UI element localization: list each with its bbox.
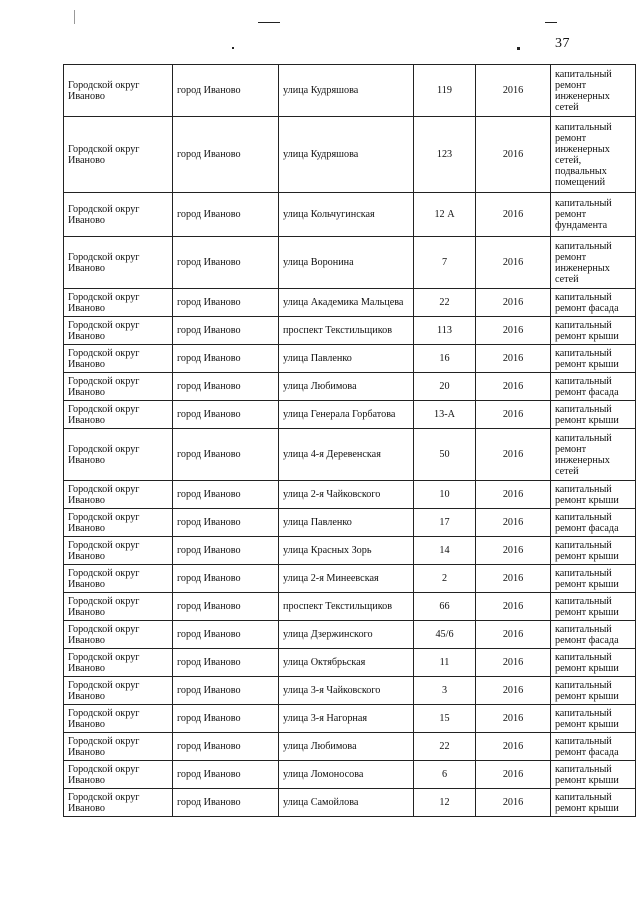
year-cell: 2016 <box>476 649 551 677</box>
scan-mark <box>74 10 75 24</box>
district-cell: Городской округ Иваново <box>64 317 173 345</box>
city-cell: город Иваново <box>173 373 279 401</box>
scan-mark <box>232 47 234 49</box>
work-type-cell: капитальный ремонт крыши <box>551 761 636 789</box>
district-cell: Городской округ Иваново <box>64 733 173 761</box>
work-type-cell: капитальный ремонт фасада <box>551 621 636 649</box>
work-type-cell: капитальный ремонт крыши <box>551 345 636 373</box>
year-cell: 2016 <box>476 733 551 761</box>
table-row <box>64 481 636 509</box>
scan-mark <box>517 47 520 50</box>
district-cell: Городской округ Иваново <box>64 373 173 401</box>
house-number-cell: 17 <box>414 509 476 537</box>
table-row <box>64 117 636 193</box>
district-cell: Городской округ Иваново <box>64 565 173 593</box>
work-type-cell: капитальный ремонт инженерных сетей, подвальных помещений <box>551 117 636 193</box>
table-row <box>64 705 636 733</box>
district-cell: Городской округ Иваново <box>64 481 173 509</box>
city-cell: город Иваново <box>173 649 279 677</box>
year-cell: 2016 <box>476 345 551 373</box>
table-row <box>64 537 636 565</box>
street-cell: улица Кудряшова <box>279 65 414 117</box>
house-number-cell: 22 <box>414 289 476 317</box>
city-cell: город Иваново <box>173 345 279 373</box>
house-number-cell: 7 <box>414 237 476 289</box>
street-cell: улица Красных Зорь <box>279 537 414 565</box>
table-row <box>64 593 636 621</box>
year-cell: 2016 <box>476 429 551 481</box>
district-cell: Городской округ Иваново <box>64 593 173 621</box>
district-cell: Городской округ Иваново <box>64 677 173 705</box>
work-type-cell: капитальный ремонт крыши <box>551 705 636 733</box>
district-cell: Городской округ Иваново <box>64 537 173 565</box>
house-number-cell: 20 <box>414 373 476 401</box>
year-cell: 2016 <box>476 237 551 289</box>
scan-mark <box>258 22 280 23</box>
table-row <box>64 373 636 401</box>
district-cell: Городской округ Иваново <box>64 789 173 817</box>
street-cell: проспект Текстильщиков <box>279 593 414 621</box>
street-cell: улица Генерала Горбатова <box>279 401 414 429</box>
street-cell: улица Павленко <box>279 345 414 373</box>
year-cell: 2016 <box>476 317 551 345</box>
year-cell: 2016 <box>476 593 551 621</box>
district-cell: Городской округ Иваново <box>64 761 173 789</box>
table-row <box>64 565 636 593</box>
work-type-cell: капитальный ремонт фундамента <box>551 193 636 237</box>
table-row <box>64 401 636 429</box>
table-row <box>64 345 636 373</box>
year-cell: 2016 <box>476 789 551 817</box>
table-row <box>64 317 636 345</box>
district-cell: Городской округ Иваново <box>64 509 173 537</box>
work-type-cell: капитальный ремонт инженерных сетей <box>551 65 636 117</box>
year-cell: 2016 <box>476 117 551 193</box>
year-cell: 2016 <box>476 705 551 733</box>
street-cell: улица 2-я Минеевская <box>279 565 414 593</box>
house-number-cell: 6 <box>414 761 476 789</box>
city-cell: город Иваново <box>173 593 279 621</box>
city-cell: город Иваново <box>173 481 279 509</box>
repair-schedule-table <box>63 64 636 817</box>
city-cell: город Иваново <box>173 429 279 481</box>
year-cell: 2016 <box>476 289 551 317</box>
city-cell: город Иваново <box>173 537 279 565</box>
table-row <box>64 649 636 677</box>
work-type-cell: капитальный ремонт фасада <box>551 289 636 317</box>
street-cell: улица Октябрьская <box>279 649 414 677</box>
year-cell: 2016 <box>476 565 551 593</box>
table-row <box>64 289 636 317</box>
street-cell: улица Дзержинского <box>279 621 414 649</box>
city-cell: город Иваново <box>173 677 279 705</box>
street-cell: улица Самойлова <box>279 789 414 817</box>
street-cell: улица 2-я Чайковского <box>279 481 414 509</box>
house-number-cell: 2 <box>414 565 476 593</box>
city-cell: город Иваново <box>173 117 279 193</box>
house-number-cell: 3 <box>414 677 476 705</box>
work-type-cell: капитальный ремонт крыши <box>551 593 636 621</box>
work-type-cell: капитальный ремонт крыши <box>551 677 636 705</box>
work-type-cell: капитальный ремонт крыши <box>551 481 636 509</box>
work-type-cell: капитальный ремонт инженерных сетей <box>551 429 636 481</box>
house-number-cell: 123 <box>414 117 476 193</box>
city-cell: город Иваново <box>173 237 279 289</box>
city-cell: город Иваново <box>173 733 279 761</box>
table-row <box>64 193 636 237</box>
city-cell: город Иваново <box>173 401 279 429</box>
work-type-cell: капитальный ремонт крыши <box>551 565 636 593</box>
table-row <box>64 65 636 117</box>
house-number-cell: 11 <box>414 649 476 677</box>
house-number-cell: 10 <box>414 481 476 509</box>
city-cell: город Иваново <box>173 565 279 593</box>
work-type-cell: капитальный ремонт фасада <box>551 373 636 401</box>
table-row <box>64 789 636 817</box>
street-cell: улица Павленко <box>279 509 414 537</box>
scan-mark <box>545 22 557 23</box>
district-cell: Городской округ Иваново <box>64 401 173 429</box>
year-cell: 2016 <box>476 373 551 401</box>
street-cell: улица Академика Мальцева <box>279 289 414 317</box>
street-cell: улица 3-я Нагорная <box>279 705 414 733</box>
work-type-cell: капитальный ремонт фасада <box>551 509 636 537</box>
work-type-cell: капитальный ремонт инженерных сетей <box>551 237 636 289</box>
street-cell: улица Кольчугинская <box>279 193 414 237</box>
work-type-cell: капитальный ремонт крыши <box>551 401 636 429</box>
table-row <box>64 237 636 289</box>
table-row <box>64 509 636 537</box>
table-row <box>64 761 636 789</box>
street-cell: улица Воронина <box>279 237 414 289</box>
city-cell: город Иваново <box>173 705 279 733</box>
year-cell: 2016 <box>476 621 551 649</box>
table-row <box>64 621 636 649</box>
year-cell: 2016 <box>476 509 551 537</box>
street-cell: улица Любимова <box>279 373 414 401</box>
city-cell: город Иваново <box>173 193 279 237</box>
year-cell: 2016 <box>476 677 551 705</box>
year-cell: 2016 <box>476 537 551 565</box>
house-number-cell: 12 <box>414 789 476 817</box>
year-cell: 2016 <box>476 761 551 789</box>
city-cell: город Иваново <box>173 761 279 789</box>
house-number-cell: 119 <box>414 65 476 117</box>
district-cell: Городской округ Иваново <box>64 705 173 733</box>
street-cell: улица 3-я Чайковского <box>279 677 414 705</box>
work-type-cell: капитальный ремонт крыши <box>551 789 636 817</box>
house-number-cell: 50 <box>414 429 476 481</box>
city-cell: город Иваново <box>173 789 279 817</box>
house-number-cell: 113 <box>414 317 476 345</box>
district-cell: Городской округ Иваново <box>64 621 173 649</box>
city-cell: город Иваново <box>173 621 279 649</box>
year-cell: 2016 <box>476 401 551 429</box>
house-number-cell: 22 <box>414 733 476 761</box>
house-number-cell: 66 <box>414 593 476 621</box>
house-number-cell: 13-А <box>414 401 476 429</box>
district-cell: Городской округ Иваново <box>64 117 173 193</box>
work-type-cell: капитальный ремонт крыши <box>551 317 636 345</box>
district-cell: Городской округ Иваново <box>64 289 173 317</box>
table-row <box>64 733 636 761</box>
table-row <box>64 677 636 705</box>
city-cell: город Иваново <box>173 289 279 317</box>
house-number-cell: 45/6 <box>414 621 476 649</box>
house-number-cell: 14 <box>414 537 476 565</box>
work-type-cell: капитальный ремонт крыши <box>551 537 636 565</box>
district-cell: Городской округ Иваново <box>64 237 173 289</box>
work-type-cell: капитальный ремонт фасада <box>551 733 636 761</box>
street-cell: улица Кудряшова <box>279 117 414 193</box>
district-cell: Городской округ Иваново <box>64 345 173 373</box>
district-cell: Городской округ Иваново <box>64 649 173 677</box>
street-cell: улица 4-я Деревенская <box>279 429 414 481</box>
year-cell: 2016 <box>476 481 551 509</box>
city-cell: город Иваново <box>173 65 279 117</box>
house-number-cell: 12 А <box>414 193 476 237</box>
house-number-cell: 16 <box>414 345 476 373</box>
page-number: 37 <box>555 36 570 51</box>
house-number-cell: 15 <box>414 705 476 733</box>
year-cell: 2016 <box>476 193 551 237</box>
city-cell: город Иваново <box>173 509 279 537</box>
year-cell: 2016 <box>476 65 551 117</box>
street-cell: улица Ломоносова <box>279 761 414 789</box>
district-cell: Городской округ Иваново <box>64 429 173 481</box>
city-cell: город Иваново <box>173 317 279 345</box>
district-cell: Городской округ Иваново <box>64 65 173 117</box>
district-cell: Городской округ Иваново <box>64 193 173 237</box>
street-cell: улица Любимова <box>279 733 414 761</box>
street-cell: проспект Текстильщиков <box>279 317 414 345</box>
table-row <box>64 429 636 481</box>
work-type-cell: капитальный ремонт крыши <box>551 649 636 677</box>
